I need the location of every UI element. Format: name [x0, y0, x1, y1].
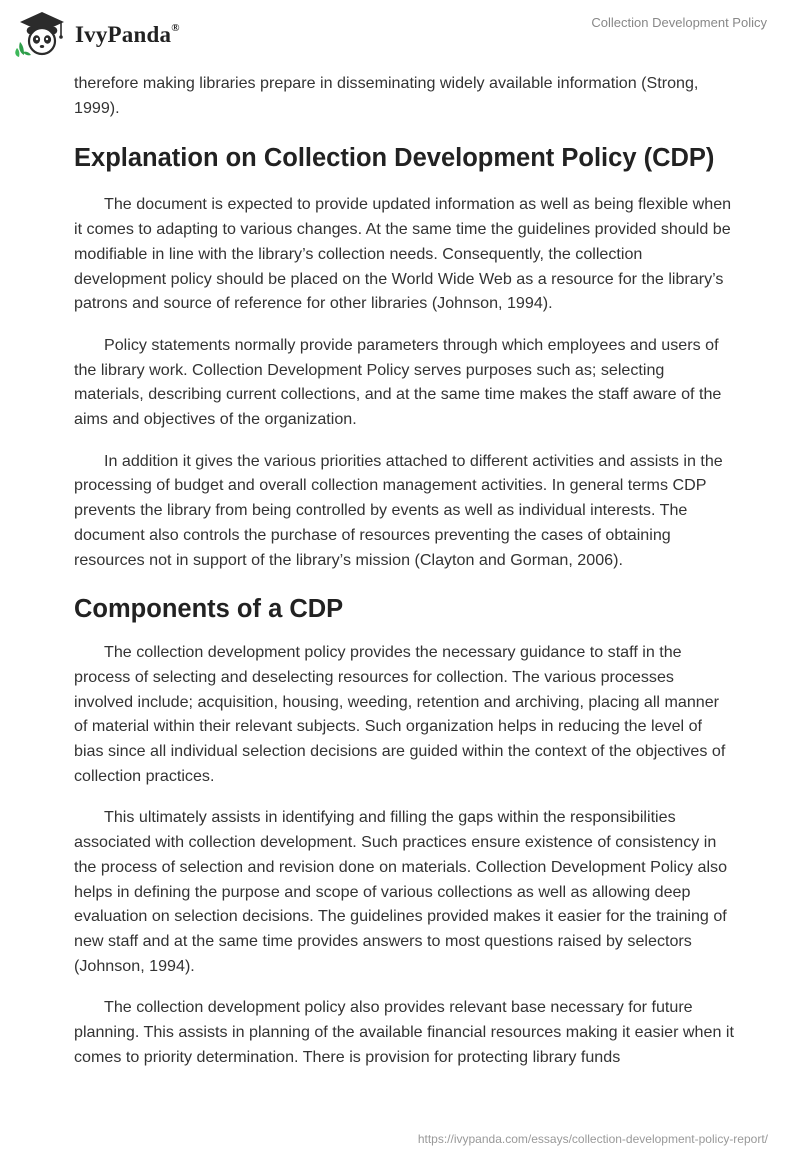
paragraph: This ultimately assists in identifying and filling the gaps within the responsibilities associated with collection development. Such practices ensure existence of consistency in the process of selection and revision done on materials. Collection Development Policy also helps in defining the purpose and scope of various collections as well as allowing deep evaluation on selection decisions. The guidelines provided makes it easier for the training of new staff and at the same time provides answers to most questions raised by selectors (Johnson, 1994).	[74, 808, 728, 975]
source-url-link[interactable]: https://ivypanda.com/essays/collection-development-policy-report/	[417, 1132, 768, 1146]
brand-name: IvyPanda®	[75, 22, 180, 47]
section-heading-cdp-components: Components of a CDP	[74, 595, 344, 624]
page-header	[0, 0, 800, 70]
paragraph: The collection development policy also provides relevant base necessary for future planning. This assists in planning of the available financial resources making it easier when it comes to priority determination. There is provision for protecting library funds	[74, 998, 734, 1066]
document-title: Collection Development Policy	[591, 15, 767, 30]
panda-graduate-icon	[14, 8, 70, 58]
paragraph: The document is expected to provide updated information as well as being flexible when it comes to adapting to various changes. At the same time the guidelines provided should be modifiable in line with the library’s collection needs. Consequently, the collection development policy should be placed on the World Wide Web as a resource for the library’s patrons and source of reference for other libraries (Johnson, 1994).	[74, 195, 732, 313]
paragraph: The collection development policy provides the necessary guidance to staff in the process of selecting and deselecting resources for collection. The various processes involved include; acquisition, housing, weeding, retention and archiving, placing all manner of material within their relevant subjects. Such organization helps in reducing the level of bias since all individual selection decisions are guided within the context of the objectives of collection practices.	[74, 643, 726, 785]
ivypanda-logo[interactable]	[14, 8, 180, 58]
essay-content	[74, 71, 734, 1087]
section-heading-cdp-explanation: Explanation on Collection Development Policy (CDP)	[74, 144, 715, 173]
paragraph: Policy statements normally provide parameters through which employees and users of the library work. Collection Development Policy serves purposes such as; selecting materials, describing current collections, and at the same time makes the staff aware of the aims and objectives of the organization.	[74, 335, 722, 429]
paragraph: In addition it gives the various priorities attached to different activities and assists in the processing of budget and overall collection management activities. In general terms CDP prevents the library from being controlled by events as well as individual interests. The document also controls the purchase of resources preventing the cases of obtaining resources not in support of the library’s mission (Clayton and Gorman, 2006).	[74, 451, 723, 569]
intro-paragraph: therefore making libraries prepare in disseminating widely available information (Strong, 1999).	[74, 74, 699, 117]
